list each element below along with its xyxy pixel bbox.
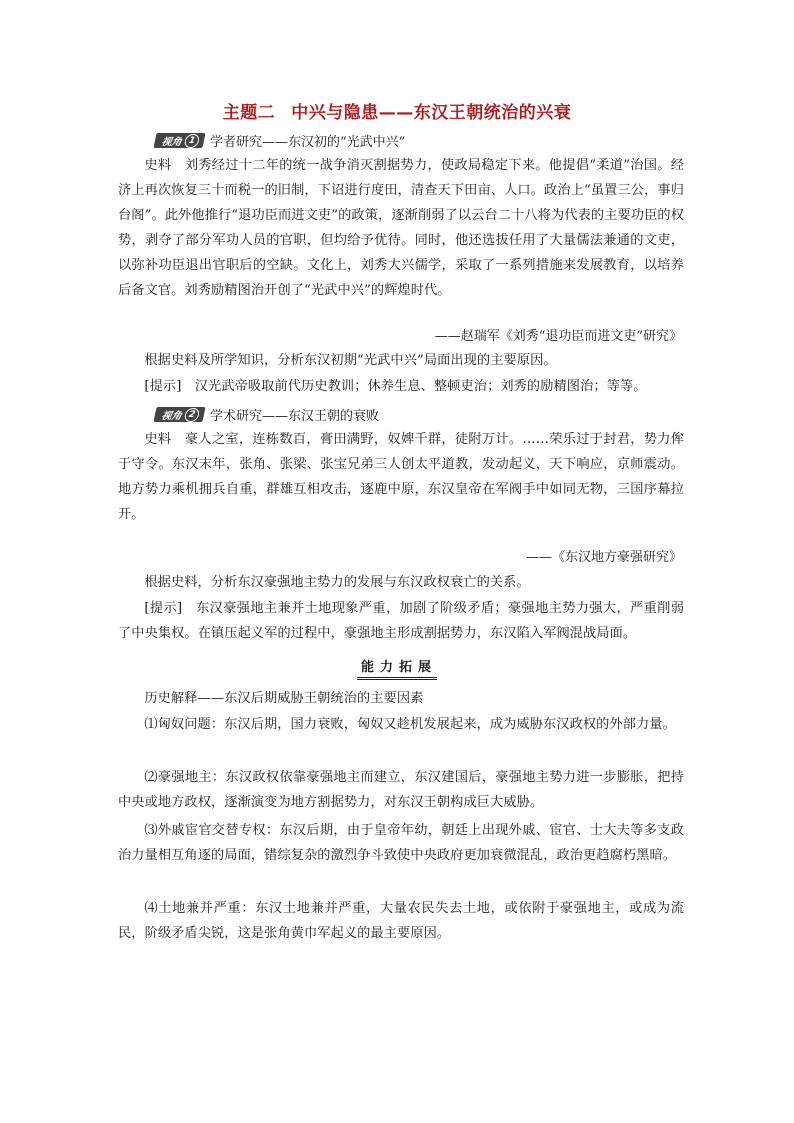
view2-heading-row bbox=[155, 405, 379, 423]
extension-item-4: ⑷土地兼并严重：东汉土地兼并严重，大量农民失去土地，或依附于豪强地主，或成为流民，阶级矛盾尖锐，这是张角黄巾军起义的最主要原因。 bbox=[118, 901, 684, 941]
page-title bbox=[0, 98, 794, 123]
view2-source: ——《东汉地方豪强研究》 bbox=[525, 550, 682, 565]
view2-material: 史料 豪人之室，连栋数百，膏田满野，奴婢千群，徒附万计。……荣乐过于封君，势力侔于守令。东汉末年，张角、张梁、张宝兄弟三人创太平道教，发动起义，天下响应，京师震动。地方势力乘机拥兵自重，群雄互相攻击，逐鹿中原，东汉皇帝在军阀手中如同无物，三国序幕拉开。 bbox=[118, 432, 684, 522]
section-title: 能力拓展 bbox=[0, 656, 794, 680]
extension-item-3: ⑶外戚宦官交替专权：东汉后期，由于皇帝年幼，朝廷上出现外戚、宦官、士大夫等多支政治力量相互角逐的局面，错综复杂的激烈争斗致使中央政府更加衰微混乱，政治更趋腐朽黑暗。 bbox=[118, 823, 684, 863]
view1-material: 史料 刘秀经过十二年的统一战争消灭割据势力，使政局稳定下来。他提倡“柔道”治国。经济上再次恢复三十而税一的旧制，下诏进行度田，清查天下田亩、人口。政治上“虽置三公，事归台阁”。此外他推行“退功臣而进文吏”的政策，逐渐削弱了以云台二十八将为代表的主要功臣的权势，剥夺了部分军功人员的官职，但均给予优待。同时，他还选拔任用了大量儒法兼通的文吏，以弥补功臣退出官职后的空缺。文化上，刘秀大兴儒学，采取了一系列措施来发展教育，以培养后备文官。刘秀励精图治开创了“光武中兴”的辉煌时代。 bbox=[118, 158, 684, 298]
view1-hint: [提示] 汉光武帝吸取前代历史教训；休养生息、整顿吏治；刘秀的励精图治；等等。 bbox=[144, 379, 647, 394]
theme-number: 主题二 bbox=[222, 103, 276, 123]
view2-hint: [提示] 东汉豪强地主兼并土地现象严重，加剧了阶级矛盾；豪强地主势力强大，严重削弱了中央集权。在镇压起义军的过程中，豪强地主形成割据势力，东汉陷入军阀混战局面。 bbox=[118, 601, 684, 641]
view2-badge: 视角 2 bbox=[153, 407, 205, 422]
view2-heading: 学术研究——东汉王朝的衰败 bbox=[210, 408, 380, 424]
extension-heading: 历史解释——东汉后期威胁王朝统治的主要因素 bbox=[144, 691, 424, 706]
extension-item-1: ⑴匈奴问题：东汉后期，国力衰败，匈奴又趁机发展起来，成为威胁东汉政权的外部力量。 bbox=[144, 717, 676, 732]
theme-title: 中兴与隐患——东汉王朝统治的兴衰 bbox=[291, 103, 572, 123]
view1-badge: 视角 1 bbox=[153, 133, 205, 148]
view2-question: 根据史料，分析东汉豪强地主势力的发展与东汉政权衰亡的关系。 bbox=[144, 575, 530, 590]
extension-item-2: ⑵豪强地主：东汉政权依靠豪强地主而建立，东汉建国后，豪强地主势力进一步膨胀，把持中央或地方政权，逐渐演变为地方割据势力，对东汉王朝构成巨大威胁。 bbox=[118, 770, 684, 810]
view1-heading-row bbox=[155, 131, 405, 149]
view1-heading: 学者研究——东汉初的“光武中兴” bbox=[210, 134, 406, 150]
view1-source: ——赵瑞军《刘秀“退功臣而进文吏”研究》 bbox=[434, 329, 682, 344]
view1-question: 根据史料及所学知识，分析东汉初期“光武中兴”局面出现的主要原因。 bbox=[144, 353, 557, 368]
